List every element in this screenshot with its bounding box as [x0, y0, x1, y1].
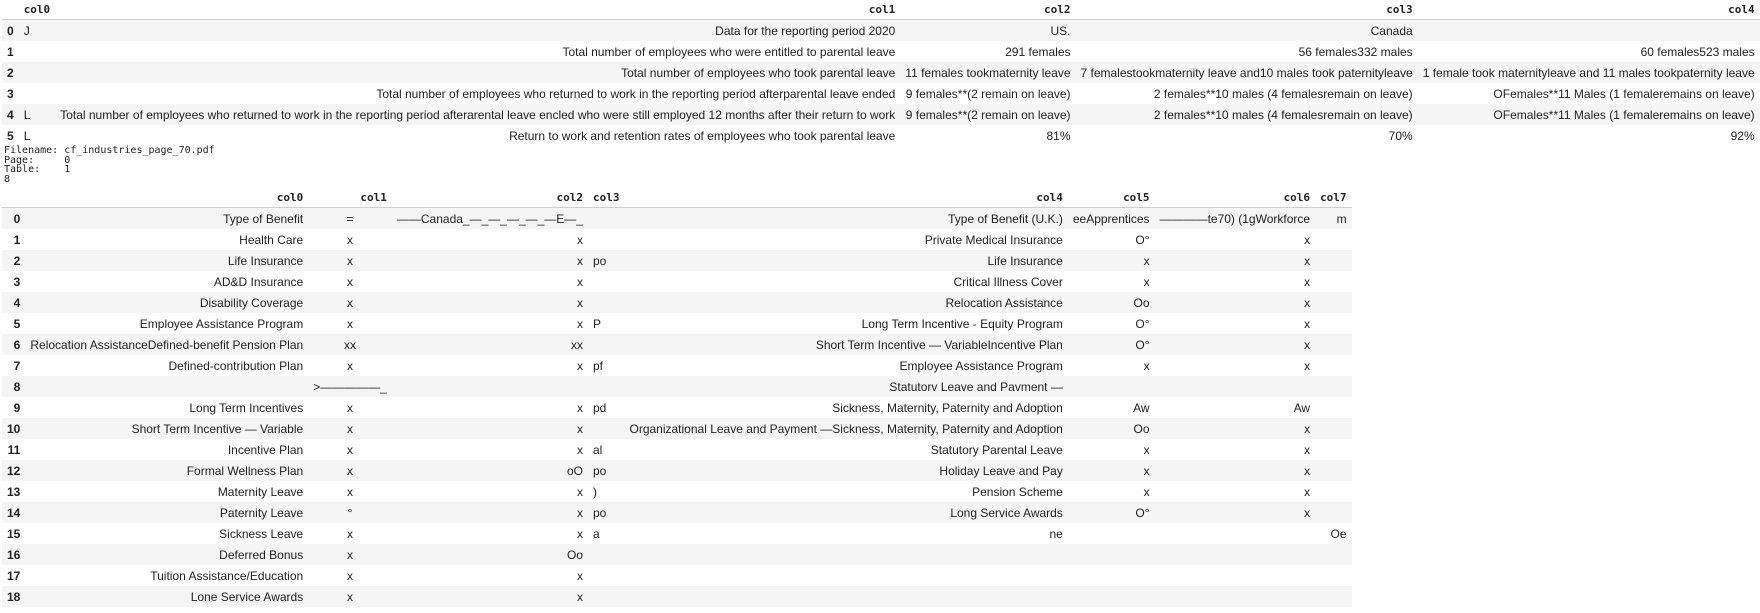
table-cell: x — [576, 421, 583, 436]
row-index: 2 — [7, 65, 14, 80]
table-cell: xx — [344, 337, 357, 352]
table-cell — [1315, 565, 1352, 586]
table-cell — [588, 586, 625, 607]
column-header: col4 — [624, 188, 1067, 208]
table-row — [2, 460, 1352, 481]
table-cell: x — [1304, 232, 1311, 247]
table-cell: Oo — [1133, 421, 1150, 436]
row-index: 14 — [7, 505, 21, 520]
table-cell: 1 female took maternityleave and 11 males tookpaternity leave — [1422, 65, 1755, 80]
table-cell: x — [576, 232, 583, 247]
table-cell: OFemales**11 Males (1 femaleremains on leave) — [1493, 86, 1755, 101]
row-index: 7 — [13, 358, 21, 373]
table-cell — [1068, 376, 1155, 397]
table-cell: O° — [1135, 316, 1150, 331]
table-row — [2, 586, 1352, 607]
table-cell — [1315, 397, 1352, 418]
table-cell: Deferred Bonus — [219, 547, 304, 562]
column-header: col3 — [588, 188, 625, 208]
table-cell: po — [592, 463, 607, 478]
table-cell: x — [1143, 358, 1150, 373]
column-header: col6 — [1155, 188, 1316, 208]
table-cell: Maternity Leave — [217, 484, 304, 499]
row-index: 8 — [13, 379, 21, 394]
table-cell: Holiday Leave and Pay — [939, 463, 1063, 478]
row-index: 0 — [13, 211, 21, 226]
table-row — [2, 271, 1352, 292]
table-cell — [1068, 523, 1155, 544]
table-cell: Defined-contribution Plan — [168, 358, 304, 373]
table-cell: Total number of employees who took parental leave — [621, 65, 896, 80]
table-cell: >—————_ — [313, 379, 387, 394]
table-row — [2, 20, 1760, 42]
table-cell: ° — [347, 505, 353, 520]
row-index: 17 — [7, 568, 21, 583]
table-cell — [1315, 376, 1352, 397]
table-cell: x — [576, 358, 583, 373]
table-cell — [1315, 439, 1352, 460]
table-cell: x — [1304, 505, 1311, 520]
table-cell: x — [347, 400, 354, 415]
table-cell: 56 females332 males — [1298, 44, 1413, 59]
table-cell: Employee Assistance Program — [139, 316, 304, 331]
table-row — [2, 481, 1352, 502]
table-cell — [1315, 292, 1352, 313]
table-cell: 7 femalestookmaternity leave and10 males took paternityleave — [1080, 65, 1413, 80]
table-cell: ——Canada_—_—_—_—_—E—_ — [396, 211, 583, 226]
row-index: 12 — [7, 463, 21, 478]
table-cell — [1068, 544, 1155, 565]
table-cell: x — [1143, 442, 1150, 457]
table-cell — [624, 586, 1067, 607]
table-cell: Lone Service Awards — [190, 589, 304, 604]
table-cell: x — [1304, 253, 1311, 268]
row-index: 4 — [7, 107, 14, 122]
table-cell: Disability Coverage — [199, 295, 304, 310]
table-row — [2, 334, 1352, 355]
column-header: col2 — [392, 188, 588, 208]
table-cell: Data for the reporting period 2020 — [715, 23, 896, 38]
row-index: 5 — [13, 316, 21, 331]
table-cell: Private Medical Insurance — [924, 232, 1063, 247]
table-cell — [1315, 313, 1352, 334]
table-cell: Long Term Incentives — [189, 400, 304, 415]
table-cell: Sickness, Maternity, Paternity and Adoption — [832, 400, 1063, 415]
table-cell: Employee Assistance Program — [899, 358, 1063, 373]
table-cell: ————te70) (1gWorkforce — [1159, 211, 1311, 226]
table-cell — [588, 271, 625, 292]
table-row — [2, 292, 1352, 313]
table-cell: J — [23, 23, 30, 38]
row-index: 0 — [7, 23, 14, 38]
table-cell — [1155, 523, 1316, 544]
table-cell: x — [1304, 463, 1311, 478]
row-index: 10 — [7, 421, 21, 436]
table-cell: Paternity Leave — [219, 505, 304, 520]
table-cell — [25, 376, 308, 397]
column-header: col5 — [1068, 188, 1155, 208]
table-cell: Aw — [1133, 400, 1150, 415]
table-row — [2, 376, 1352, 397]
row-index: 18 — [7, 589, 21, 604]
table-cell: x — [1304, 337, 1311, 352]
table-cell: Oo — [566, 547, 583, 562]
table-cell: x — [1143, 463, 1150, 478]
table-row — [2, 523, 1352, 544]
column-header: col0 — [19, 0, 56, 20]
header-row — [2, 188, 1352, 208]
index-header — [2, 188, 25, 208]
table-cell: 11 females tookmaternity leave — [905, 65, 1071, 80]
table-cell: x — [1304, 442, 1311, 457]
table-row — [2, 62, 1760, 83]
table-cell: P — [592, 316, 601, 331]
table-cell: x — [576, 484, 583, 499]
table-cell: x — [1304, 358, 1311, 373]
table-cell: x — [576, 295, 583, 310]
table-cell: oO — [566, 463, 583, 478]
table-cell — [1068, 586, 1155, 607]
table-cell: x — [576, 442, 583, 457]
table-cell — [1315, 502, 1352, 523]
table-cell: O° — [1135, 505, 1150, 520]
table-cell: Return to work and retention rates of employees who took parental leave — [509, 128, 896, 143]
row-index: 15 — [7, 526, 21, 541]
table-cell — [1315, 544, 1352, 565]
table-cell: L — [23, 107, 31, 122]
table-cell — [1315, 481, 1352, 502]
table-cell — [1315, 586, 1352, 607]
table-cell — [588, 208, 625, 230]
table-row — [2, 502, 1352, 523]
table-cell — [19, 83, 56, 104]
table-row — [2, 250, 1352, 271]
table-cell: Long Term Incentive - Equity Program — [861, 316, 1063, 331]
table-cell — [588, 229, 625, 250]
row-index: 3 — [7, 86, 14, 101]
table-cell: x — [347, 253, 354, 268]
output-page: Page: 0 — [4, 154, 71, 166]
column-header: col4 — [1418, 0, 1760, 20]
table-cell — [1155, 565, 1316, 586]
table-cell: Short Term Incentive — VariableIncentive Plan — [815, 337, 1063, 352]
row-index: 1 — [13, 232, 21, 247]
table-cell: Life Insurance — [987, 253, 1063, 268]
table-cell: x — [1304, 484, 1311, 499]
row-index: 13 — [7, 484, 21, 499]
table-row — [2, 229, 1352, 250]
table-row — [2, 397, 1352, 418]
table-cell: x — [1143, 253, 1150, 268]
table-cell: x — [347, 526, 354, 541]
table-cell — [588, 334, 625, 355]
table-cell: O° — [1135, 232, 1150, 247]
table-cell: x — [347, 295, 354, 310]
table-cell: po — [592, 253, 607, 268]
table-cell: Long Service Awards — [950, 505, 1063, 520]
table-cell: 70% — [1388, 128, 1413, 143]
table-cell: a — [592, 526, 600, 541]
table-cell: x — [1304, 316, 1311, 331]
table-cell: x — [1143, 274, 1150, 289]
table-cell: ne — [1049, 526, 1063, 541]
table-cell: Organizational Leave and Payment —Sickness, Maternity, Paternity and Adoption — [629, 421, 1063, 436]
table-cell: po — [592, 505, 607, 520]
table-row — [2, 83, 1760, 104]
table-cell: x — [347, 484, 354, 499]
table-cell: x — [347, 316, 354, 331]
table-cell: Critical Illness Cover — [953, 274, 1063, 289]
table-cell: Total number of employees who were entitled to parental leave — [562, 44, 896, 59]
table-cell — [1315, 229, 1352, 250]
table-cell: US. — [1050, 23, 1071, 38]
table-cell: Short Term Incentive — Variable — [131, 421, 304, 436]
table-cell: x — [1143, 484, 1150, 499]
table-cell: x — [576, 274, 583, 289]
table-cell: x — [576, 316, 583, 331]
row-index: 3 — [13, 274, 21, 289]
table-cell: x — [347, 358, 354, 373]
column-header: col7 — [1315, 188, 1352, 208]
table-cell: O° — [1135, 337, 1150, 352]
table-cell: Pension Scheme — [972, 484, 1063, 499]
table-cell: x — [347, 232, 354, 247]
table-cell — [624, 544, 1067, 565]
table-row — [2, 104, 1760, 125]
table-cell: x — [576, 505, 583, 520]
output-table: Table: 1 — [4, 164, 71, 176]
table-cell: x — [347, 547, 354, 562]
table-cell: Incentive Plan — [227, 442, 304, 457]
table-cell — [588, 565, 625, 586]
row-index: 4 — [13, 295, 21, 310]
table-row — [2, 544, 1352, 565]
table-cell: Type of Benefit — [223, 211, 304, 226]
output-count: 8 — [4, 173, 11, 185]
table-cell: x — [1304, 421, 1311, 436]
table-cell: Statutory Parental Leave — [930, 442, 1063, 457]
table-cell — [1315, 271, 1352, 292]
table-cell: al — [592, 442, 603, 457]
dataframe-table-1 — [2, 0, 1760, 146]
table-cell: Health Care — [239, 232, 304, 247]
column-header: col1 — [55, 0, 900, 20]
table-cell: Life Insurance — [227, 253, 304, 268]
output-filename: Filename: cf_industries_page_70.pdf — [4, 145, 215, 156]
table-cell — [588, 544, 625, 565]
table-cell: Total number of employees who returned to work in the reporting period afterarental leave encled who were still employed 12 months after their return to work — [60, 107, 896, 122]
table-cell: Oo — [1133, 295, 1150, 310]
table-cell: x — [576, 568, 583, 583]
row-index: 1 — [7, 44, 14, 59]
column-header: col1 — [308, 188, 392, 208]
table-cell — [19, 62, 56, 83]
table-cell: xx — [570, 337, 583, 352]
table-cell: Relocation Assistance — [945, 295, 1063, 310]
table-cell: Statutorv Leave and Pavment — — [889, 379, 1063, 394]
table-cell: OFemales**11 Males (1 femaleremains on leave) — [1493, 107, 1755, 122]
table-cell: x — [576, 253, 583, 268]
table-cell: 81% — [1046, 128, 1071, 143]
table-cell: 92% — [1730, 128, 1755, 143]
table-cell: 9 females**(2 remain on leave) — [905, 86, 1071, 101]
table-row — [2, 313, 1352, 334]
table-cell — [588, 292, 625, 313]
table-cell: Total number of employees who returned to work in the reporting period afterparental leave ended — [376, 86, 896, 101]
index-header — [2, 0, 19, 20]
table-cell: Aw — [1293, 400, 1311, 415]
table-row — [2, 439, 1352, 460]
table-cell: 291 females — [1005, 44, 1071, 59]
table-cell — [392, 376, 588, 397]
table-cell — [588, 418, 625, 439]
table-row — [2, 125, 1760, 146]
table-cell: = — [346, 211, 354, 226]
table-cell: 2 females**10 males (4 femalesremain on leave) — [1153, 86, 1413, 101]
table-cell: Sickness Leave — [219, 526, 304, 541]
table-cell: m — [1336, 211, 1347, 226]
table-cell: Oe — [1330, 526, 1347, 541]
table-cell — [1315, 250, 1352, 271]
column-header: col3 — [1076, 0, 1418, 20]
header-row — [2, 0, 1760, 20]
table-cell: Formal Wellness Plan — [186, 463, 304, 478]
dataframe-table-2 — [2, 188, 1352, 607]
table-cell — [624, 565, 1067, 586]
table-cell: x — [347, 442, 354, 457]
table-cell: x — [1304, 274, 1311, 289]
table-cell: x — [347, 568, 354, 583]
table-cell: 9 females**(2 remain on leave) — [905, 107, 1071, 122]
table-cell: x — [576, 589, 583, 604]
table-cell: 2 females**10 males (4 femalesremain on leave) — [1153, 107, 1413, 122]
table-row — [2, 565, 1352, 586]
row-index: 16 — [7, 547, 21, 562]
row-index: 9 — [13, 400, 21, 415]
table-cell: x — [576, 400, 583, 415]
table-cell: 60 females523 males — [1640, 44, 1755, 59]
table-cell: eeApprentices — [1072, 211, 1150, 226]
table-cell — [1155, 376, 1316, 397]
table-cell: Type of Benefit (U.K.) — [948, 211, 1063, 226]
table-cell: x — [347, 463, 354, 478]
table-cell: pd — [592, 400, 607, 415]
row-index: 2 — [13, 253, 21, 268]
cell-output-text — [0, 146, 1400, 184]
column-header: col2 — [900, 0, 1075, 20]
table-cell — [1155, 586, 1316, 607]
table-cell: Tuition Assistance/Education — [150, 568, 304, 583]
table-cell — [1068, 565, 1155, 586]
table-cell — [1315, 355, 1352, 376]
table-row — [2, 41, 1760, 62]
table-row — [2, 208, 1352, 230]
row-index: 6 — [13, 337, 21, 352]
table-row — [2, 355, 1352, 376]
table-cell — [1418, 20, 1760, 42]
table-cell: x — [347, 421, 354, 436]
column-header: col0 — [25, 188, 308, 208]
table-cell: x — [576, 526, 583, 541]
table-cell: pf — [592, 358, 603, 373]
table-cell — [1315, 334, 1352, 355]
table-cell: L — [23, 128, 31, 143]
table-cell — [1315, 460, 1352, 481]
table-cell: Canada — [1370, 23, 1413, 38]
table-cell: x — [1304, 295, 1311, 310]
table-cell: ) — [592, 484, 597, 499]
row-index: 5 — [7, 128, 14, 143]
table-cell — [19, 41, 56, 62]
table-cell: x — [347, 589, 354, 604]
table-cell: Relocation AssistanceDefined-benefit Pension Plan — [30, 337, 304, 352]
table-cell: AD&D Insurance — [213, 274, 304, 289]
table-cell: x — [347, 274, 354, 289]
table-cell — [588, 376, 625, 397]
table-row — [2, 418, 1352, 439]
table-cell — [1315, 418, 1352, 439]
table-cell — [1155, 544, 1316, 565]
row-index: 11 — [7, 442, 21, 457]
